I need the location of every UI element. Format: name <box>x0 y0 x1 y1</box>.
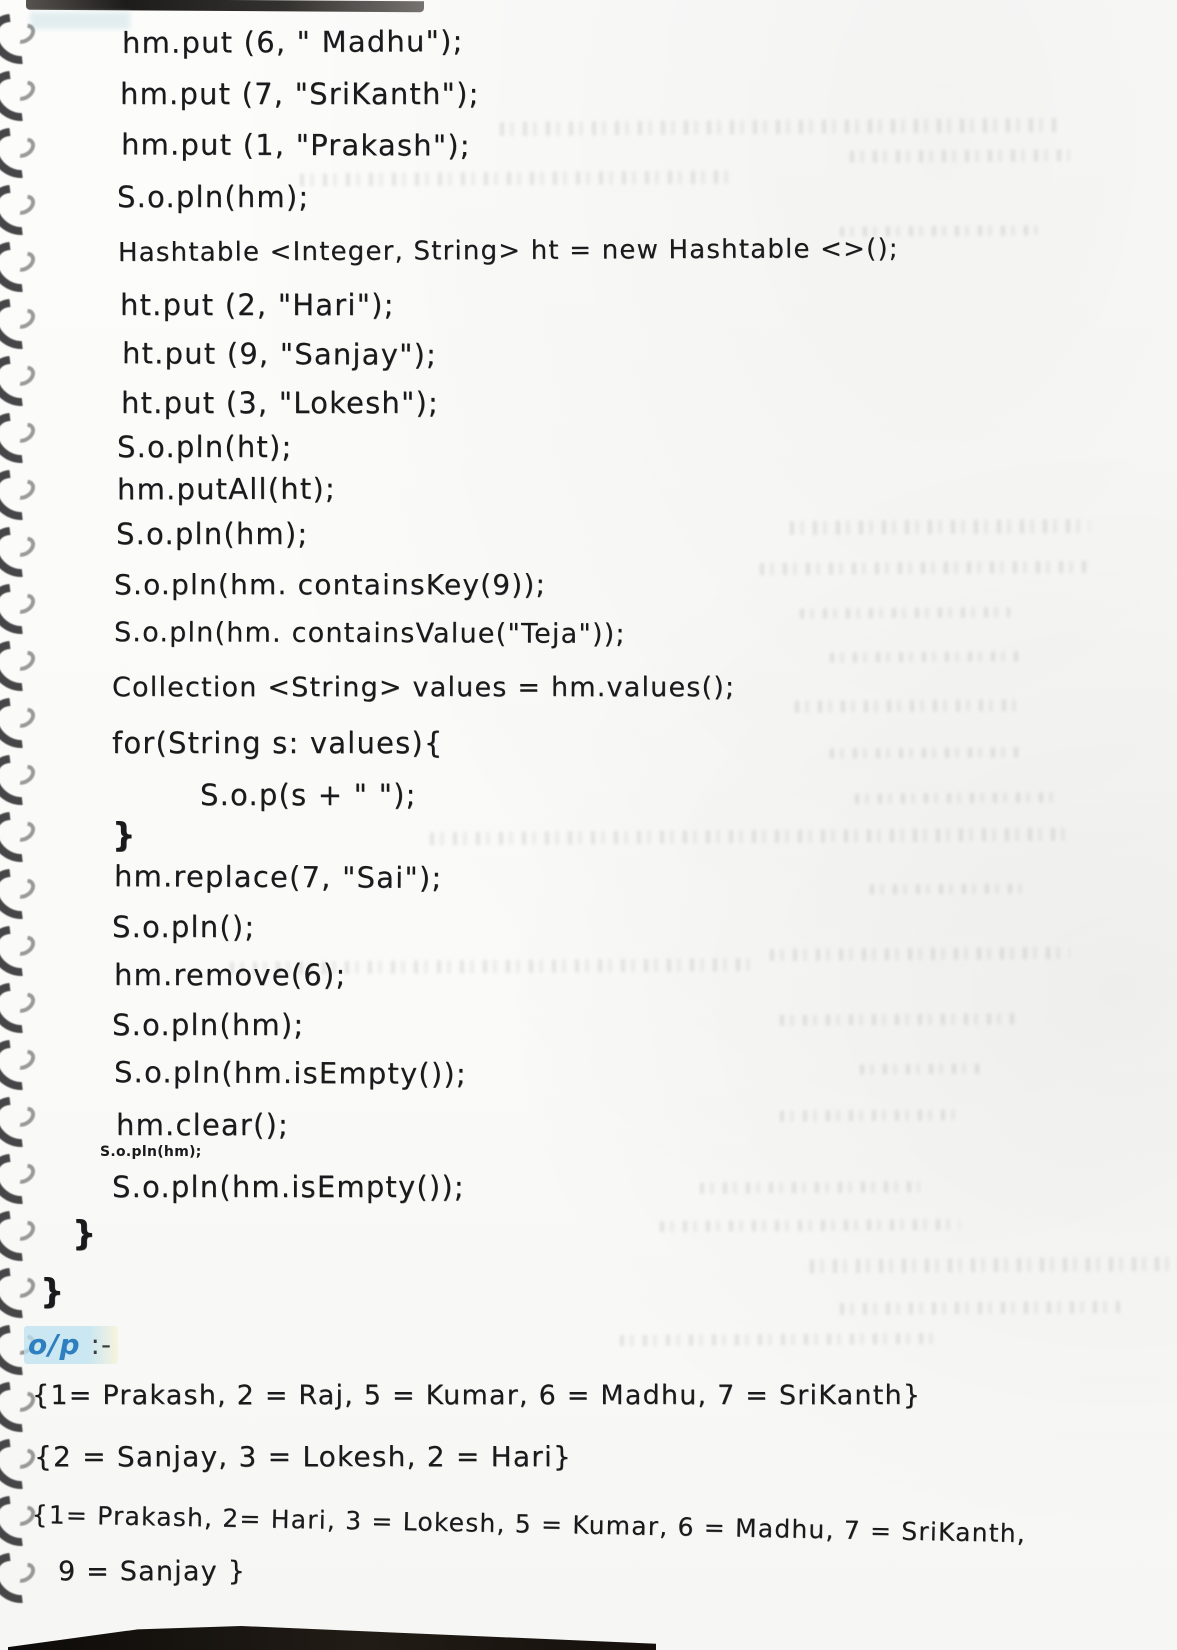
code-line: S.o.pln(hm. containsValue("Teja")); <box>113 617 626 650</box>
spiral-coil-icon <box>0 61 52 132</box>
output-label-op: o/p <box>28 1328 81 1361</box>
output-line: 9 = Sanjay } <box>58 1556 246 1587</box>
page-top-edge <box>26 0 424 12</box>
code-line: ht.put (2, "Hari"); <box>120 288 395 322</box>
bleed-through-mark <box>860 1064 980 1075</box>
code-line: S.o.pln(hm); <box>112 1008 305 1042</box>
output-label-colon: :- <box>90 1328 113 1361</box>
code-line: Collection <String> values = hm.values(); <box>112 672 736 703</box>
code-line: for(String s: values){ <box>112 726 444 760</box>
spiral-coil-icon <box>0 631 52 702</box>
bleed-through-mark <box>800 607 1010 618</box>
output-line: {1= Prakash, 2= Hari, 3 = Lokesh, 5 = Kumar, 6 = Madhu, 7 = SriKanth, <box>31 1500 1027 1549</box>
code-line: S.o.pln(hm. containsKey(9)); <box>114 568 547 601</box>
spiral-coil-icon <box>0 1543 52 1614</box>
bleed-through-mark <box>870 883 1030 894</box>
spiral-coil-icon <box>0 745 52 816</box>
spiral-coil-icon <box>0 1030 52 1101</box>
spiral-coil-icon <box>0 232 52 303</box>
bleed-through-mark <box>660 1219 960 1232</box>
spiral-coil-icon <box>0 175 52 246</box>
desk-shadow <box>8 1626 656 1650</box>
bleed-through-mark <box>790 519 1090 535</box>
spiral-coil-icon <box>0 460 52 531</box>
code-line: } <box>72 1214 97 1254</box>
bleed-through-mark <box>500 118 1060 136</box>
bleed-through-mark <box>300 170 730 186</box>
code-line: S.o.pln(); <box>112 910 256 944</box>
code-line: Hashtable <Integer, String> ht = new Hashtable <>(); <box>117 233 899 269</box>
output-line: {2 = Sanjay, 3 = Lokesh, 2 = Hari} <box>34 1440 572 1473</box>
code-line: } <box>40 1272 65 1312</box>
code-line: S.o.pln(hm.isEmpty()); <box>113 1055 467 1091</box>
code-line: hm.clear(); <box>116 1108 289 1142</box>
bleed-through-mark <box>770 947 1070 961</box>
code-line: hm.put (1, "Prakash"); <box>120 127 471 163</box>
code-line: hm.putAll(ht); <box>116 471 336 507</box>
bleed-through-mark <box>830 747 1020 758</box>
code-line-inserted-small: S.o.pln(hm); <box>100 1144 202 1160</box>
code-line: hm.put (7, "SriKanth"); <box>120 77 480 111</box>
spiral-coil-icon <box>0 403 52 474</box>
spiral-coil-icon <box>0 688 52 759</box>
spiral-coil-icon <box>0 118 52 189</box>
bleed-through-mark <box>700 1181 920 1194</box>
bleed-through-mark <box>795 699 1025 713</box>
highlighter-smudge <box>30 12 130 29</box>
spiral-coil-icon <box>0 973 52 1044</box>
code-line: ht.put (3, "Lokesh"); <box>121 386 439 420</box>
bleed-through-mark <box>850 149 1070 163</box>
bleed-through-mark <box>780 1013 1020 1026</box>
spiral-coil-icon <box>0 802 52 873</box>
spiral-coil-icon <box>0 1144 52 1215</box>
code-line: S.o.pln(hm); <box>117 180 310 214</box>
spiral-coil-icon <box>0 859 52 930</box>
spiral-coil-icon <box>0 517 52 588</box>
bleed-through-mark <box>780 1109 960 1121</box>
code-line: ht.put (9, "Sanjay"); <box>121 336 438 372</box>
code-line: hm.replace(7, "Sai"); <box>113 859 443 895</box>
spiral-coil-icon <box>0 1201 52 1272</box>
bleed-through-mark <box>810 1257 1177 1274</box>
code-line: hm.remove(6); <box>114 958 347 992</box>
code-line: S.o.p(s + " "); <box>200 778 417 812</box>
spiral-coil-icon <box>0 289 52 360</box>
code-line: S.o.pln(hm.isEmpty()); <box>112 1170 465 1204</box>
code-line: S.o.pln(ht); <box>117 430 293 464</box>
spiral-coil-icon <box>0 1087 52 1158</box>
bleed-through-mark <box>855 792 1055 803</box>
bleed-through-mark <box>620 1333 940 1346</box>
output-label <box>24 1326 118 1364</box>
code-line: } <box>112 815 136 854</box>
bleed-through-mark <box>430 828 1070 845</box>
output-line: {1= Prakash, 2 = Raj, 5 = Kumar, 6 = Madhu, 7 = SriKanth} <box>32 1380 922 1411</box>
spiral-coil-icon <box>0 574 52 645</box>
code-line: hm.put (6, " Madhu"); <box>121 24 464 60</box>
bleed-through-mark <box>840 1301 1120 1315</box>
code-line: S.o.pln(hm); <box>116 517 309 551</box>
bleed-through-mark <box>760 561 1090 575</box>
bleed-through-mark <box>830 651 1020 662</box>
spiral-coil-icon <box>0 346 52 417</box>
spiral-coil-icon <box>0 916 52 987</box>
